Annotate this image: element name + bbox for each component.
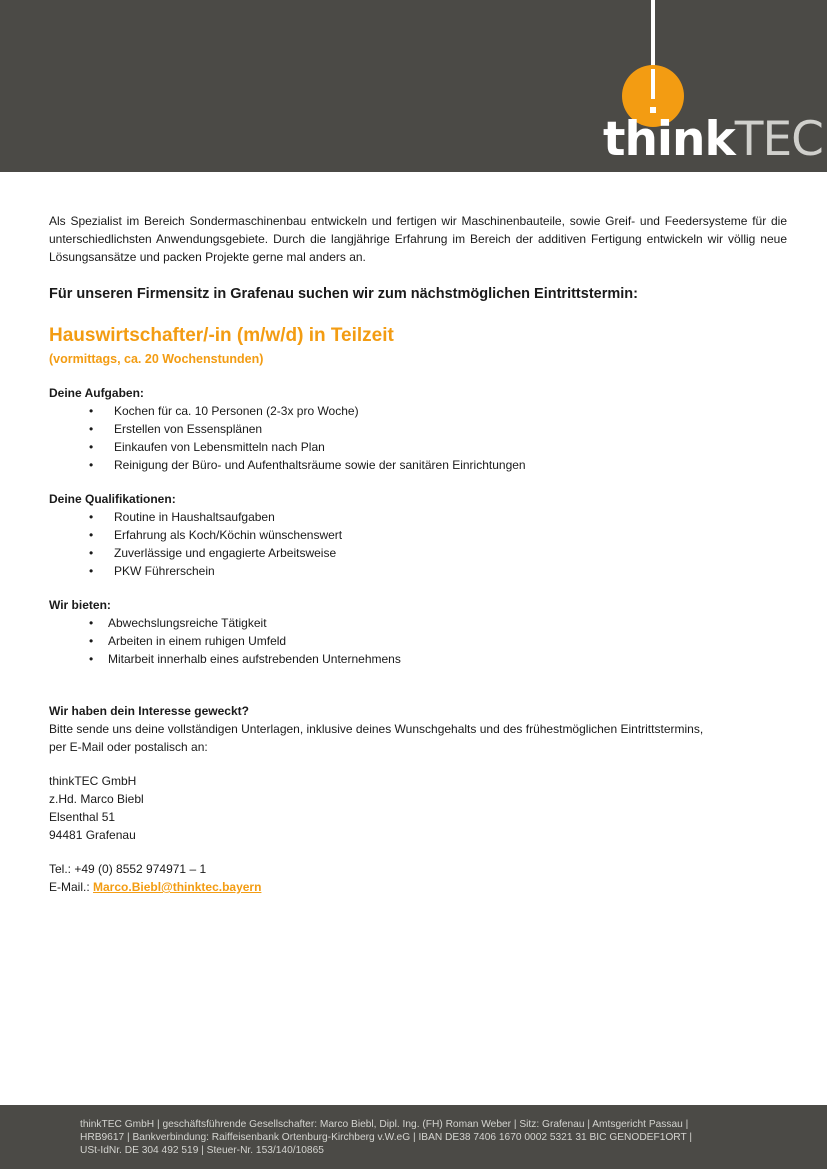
- lead-line: Für unseren Firmensitz in Grafenau suchen wir zum nächstmöglichen Eintrittstermin:: [49, 286, 638, 302]
- footer-line-2: HRB9617 | Bankverbindung: Raiffeisenbank Ortenburg-Kirchberg v.W.eG | IBAN DE38 7406 1670 0002 5321 31 BIC GENODEF1ORT |: [80, 1132, 692, 1143]
- contact-line-1: Bitte sende uns deine vollständigen Unterlagen, inklusive deines Wunschgehalts und des frühestmöglichen Eintrittstermins,: [49, 722, 704, 736]
- email-label: E-Mail.:: [49, 880, 94, 894]
- address-attention: z.Hd. Marco Biebl: [49, 792, 144, 806]
- header-banner: [0, 0, 827, 172]
- phone-line: Tel.: +49 (0) 8552 974971 – 1: [49, 862, 207, 876]
- spacer: [49, 368, 787, 384]
- qualifications-list: [49, 508, 787, 580]
- spacer: [49, 756, 787, 772]
- list-item: • Routine in Haushaltsaufgaben: [49, 508, 787, 526]
- list-item: • Einkaufen von Lebensmitteln nach Plan: [49, 438, 787, 456]
- list-item: • Erfahrung als Koch/Köchin wünschenswert: [49, 526, 787, 544]
- footer-legal-text: [80, 1118, 760, 1157]
- list-item: • Mitarbeit innerhalb eines aufstrebenden Unternehmens: [49, 650, 787, 668]
- company-logo: [603, 112, 823, 168]
- list-item: • Kochen für ca. 10 Personen (2-3x pro Woche): [49, 402, 787, 420]
- email-line: [49, 878, 787, 896]
- offers-heading: Wir bieten:: [49, 598, 111, 612]
- job-title: Hauswirtschafter/-in (m/w/d) in Teilzeit: [49, 325, 394, 346]
- list-item: • Erstellen von Essensplänen: [49, 420, 787, 438]
- list-item: • PKW Führerschein: [49, 562, 787, 580]
- footer-bar: [0, 1105, 827, 1169]
- address-street: Elsenthal 51: [49, 810, 116, 824]
- exclamation-bar: [651, 69, 655, 99]
- logo-tec: TEC: [734, 112, 823, 167]
- contact-line-2: per E-Mail oder postalisch an:: [49, 740, 208, 754]
- logo-line: [651, 0, 655, 70]
- footer-line-1: thinkTEC GmbH | geschäftsführende Gesellschafter: Marco Biebl, Dipl. Ing. (FH) Roman Weber | Sitz: Grafenau | Amtsgericht Passau |: [80, 1119, 689, 1130]
- tasks-heading: Deine Aufgaben:: [49, 386, 144, 400]
- address-company: thinkTEC GmbH: [49, 774, 137, 788]
- list-item: • Reinigung der Büro- und Aufenthaltsräume sowie der sanitären Einrichtungen: [49, 456, 787, 474]
- address-city: 94481 Grafenau: [49, 828, 136, 842]
- logo-think: think: [603, 112, 735, 167]
- qualifications-heading: Deine Qualifikationen:: [49, 492, 176, 506]
- spacer: [49, 474, 787, 490]
- offers-list: [49, 614, 787, 668]
- footer-line-3: USt-IdNr. DE 304 492 519 | Steuer-Nr. 153/140/10865: [80, 1145, 324, 1156]
- list-item: • Abwechslungsreiche Tätigkeit: [49, 614, 787, 632]
- spacer: [49, 580, 787, 596]
- intro-paragraph: Als Spezialist im Bereich Sondermaschinenbau entwickeln und fertigen wir Maschinenbauteile, sowie Greif- und Feedersysteme für die unterschiedlichsten Anwendungsgebiete. Durch die langjährige Erfahrung im Bereich der additiven Fertigung entwickeln wir völlig neue Lösungsansätze und packen Projekte gerne mal anders an.: [49, 214, 787, 264]
- list-item: • Zuverlässige und engagierte Arbeitsweise: [49, 544, 787, 562]
- email-link[interactable]: Marco.Biebl@thinktec.bayern: [93, 880, 262, 894]
- job-posting: [49, 212, 787, 896]
- job-subtitle: (vormittags, ca. 20 Wochenstunden): [49, 352, 264, 366]
- list-item: • Arbeiten in einem ruhigen Umfeld: [49, 632, 787, 650]
- contact-heading: Wir haben dein Interesse geweckt?: [49, 704, 249, 718]
- tasks-list: [49, 402, 787, 474]
- spacer: [49, 844, 787, 860]
- spacer: [49, 668, 787, 702]
